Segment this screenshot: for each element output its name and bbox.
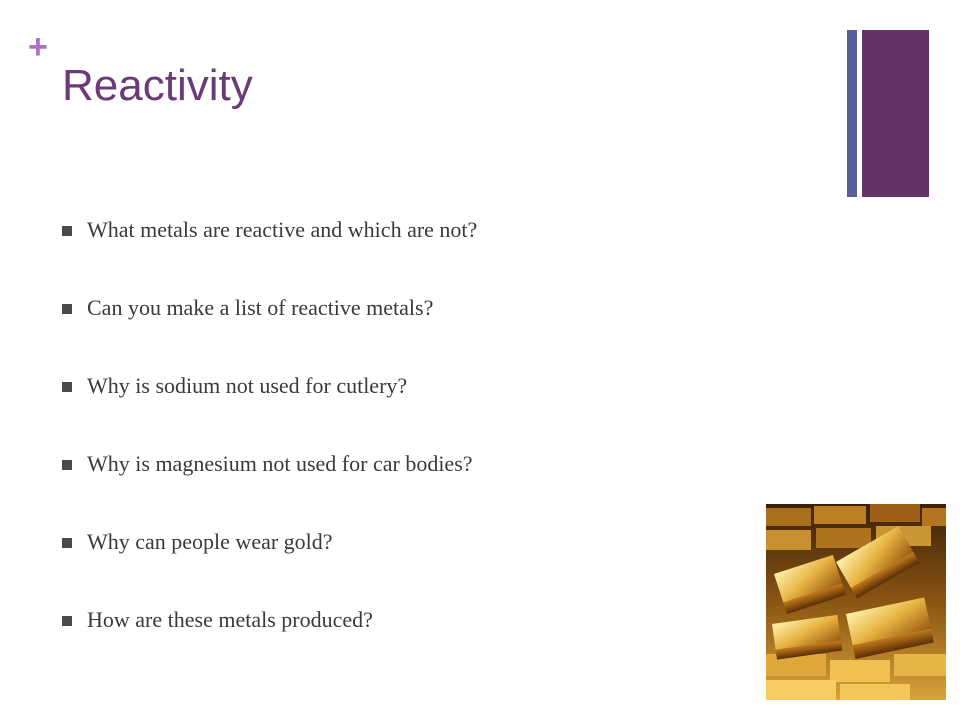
gold-bars-image: [766, 504, 946, 700]
bullet-list: [62, 208, 477, 676]
bullet-text: Why is magnesium not used for car bodies?: [87, 451, 473, 476]
gold-bars-illustration: [766, 504, 946, 700]
bullet-item: [62, 208, 477, 286]
bullet-text: What metals are reactive and which are not?: [87, 217, 478, 242]
accent-bar-thin: [847, 30, 857, 197]
slide-title: Reactivity: [62, 61, 253, 110]
bullet-item: [62, 442, 477, 520]
square-bullet-icon: [62, 538, 72, 548]
square-bullet-icon: [62, 304, 72, 314]
accent-bar-wide: [862, 30, 929, 197]
bullet-item: [62, 364, 477, 442]
bullet-text: Can you make a list of reactive metals?: [87, 295, 434, 320]
square-bullet-icon: [62, 460, 72, 470]
square-bullet-icon: [62, 382, 72, 392]
bullet-text: Why is sodium not used for cutlery?: [87, 373, 408, 398]
bullet-item: [62, 286, 477, 364]
square-bullet-icon: [62, 226, 72, 236]
bullet-item: [62, 520, 477, 598]
bullet-item: [62, 598, 477, 676]
square-bullet-icon: [62, 616, 72, 626]
plus-icon: +: [28, 28, 48, 66]
bullet-text: Why can people wear gold?: [87, 529, 333, 554]
bullet-text: How are these metals produced?: [87, 607, 373, 632]
